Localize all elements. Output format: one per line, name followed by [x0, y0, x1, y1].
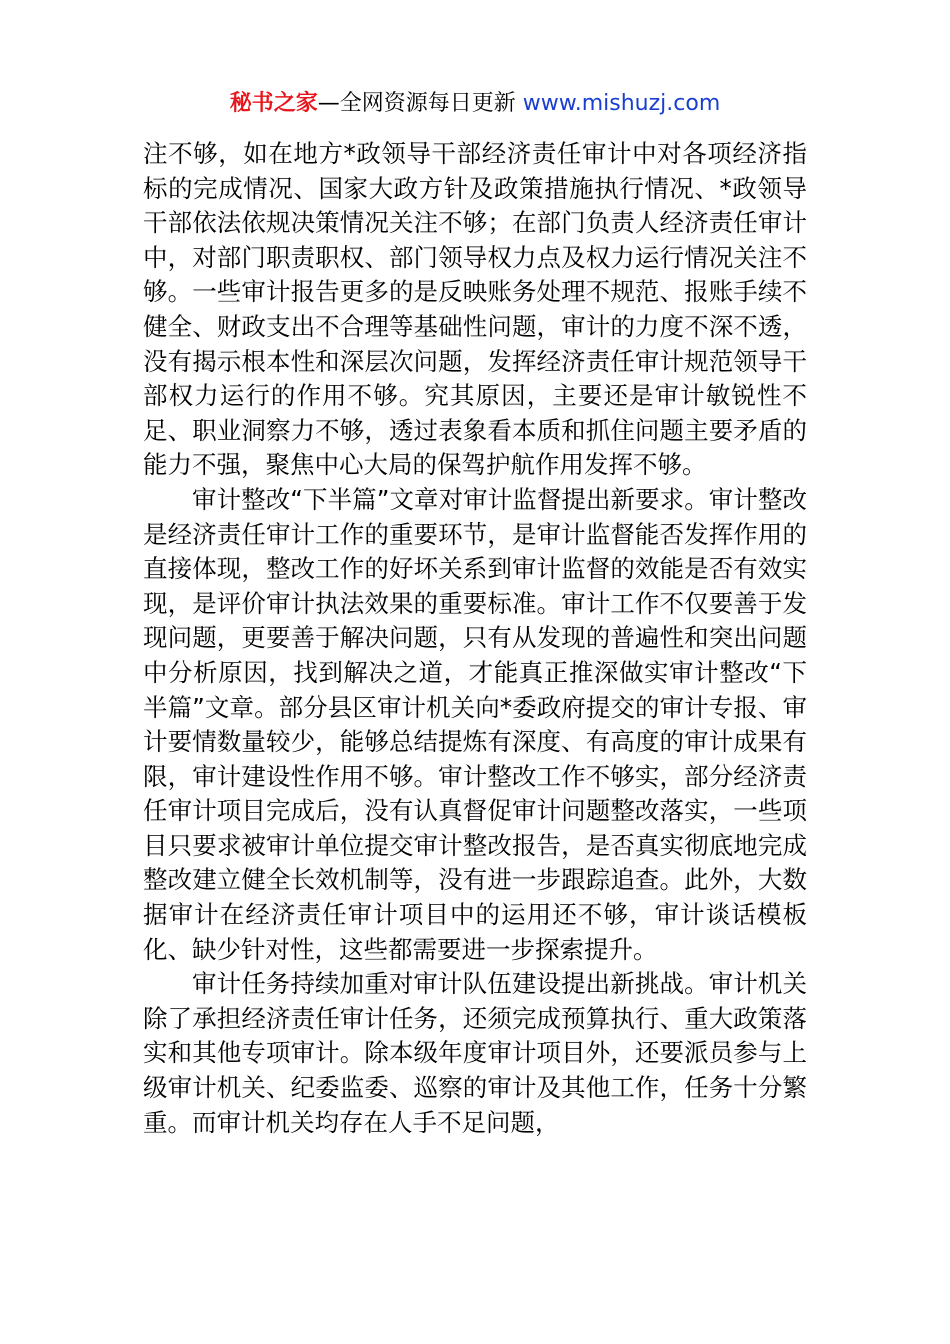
header-tagline: —全网资源每日更新: [317, 91, 523, 116]
page-header: [0, 89, 950, 119]
paragraph-audit-rectification: 审计整改“下半篇”文章对审计监督提出新要求。审计整改是经济责任审计工作的重要环节，是审计监督能否发挥作用的直接体现，整改工作的好坏关系到审计监督的效能是否有效实现，是评价审计执法效果的重要标准。审计工作不仅要善于发现问题，更要善于解决问题，只有从发现的普遍性和突出问题中分析原因，找到解决之道，才能真正推深做实审计整改“下半篇”文章。部分县区审计机关向*委政府提交的审计专报、审计要情数量较少，能够总结提炼有深度、有高度的审计成果有限，审计建设性作用不够。审计整改工作不够实，部分经济责任审计项目完成后，没有认真督促审计问题整改落实，一些项目只要求被审计单位提交审计整改报告，是否真实彻底地完成整改建立健全长效机制等，没有进一步跟踪追查。此外，大数据审计在经济责任审计项目中的运用还不够，审计谈话模板化、缺少针对性，这些都需要进一步探索提升。: [143, 484, 807, 964]
document-body: [143, 137, 807, 1140]
paragraph-audit-workload: 审计任务持续加重对审计队伍建设提出新挑战。审计机关除了承担经济责任审计任务，还须完成预算执行、重大政策落实和其他专项审计。除本级年度审计项目外，还要派员参与上级审计机关、纪委监委、巡察的审计及其他工作，任务十分繁重。而审计机关均存在人手不足问题，: [143, 969, 807, 1137]
header-brand: 秘书之家: [229, 91, 318, 116]
paragraph-continuation: 注不够，如在地方*政领导干部经济责任审计中对各项经济指标的完成情况、国家大政方针及政策措施执行情况、*政领导干部依法依规决策情况关注不够；在部门负责人经济责任审计中，对部门职责职权、部门领导权力点及权力运行情况关注不够。一些审计报告更多的是反映账务处理不规范、报账手续不健全、财政支出不合理等基础性问题，审计的力度不深不透，没有揭示根本性和深层次问题，发挥经济责任审计规范领导干部权力运行的作用不够。究其原因，主要还是审计敏锐性不足、职业洞察力不够，透过表象看本质和抓住问题主要矛盾的能力不强，聚焦中心大局的保驾护航作用发挥不够。: [143, 139, 807, 480]
header-site-link[interactable]: www.mishuzj.com: [522, 91, 721, 116]
